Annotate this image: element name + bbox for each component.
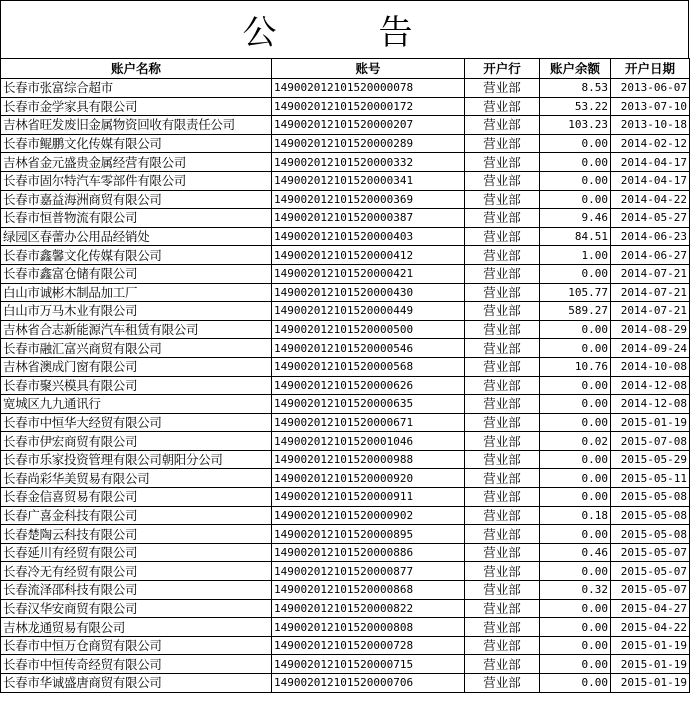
table-row	[1, 134, 690, 153]
cell-bank-branch: 营业部	[465, 655, 540, 674]
cell-balance: 9.46	[540, 209, 611, 228]
cell-open-date: 2015-04-27	[611, 599, 690, 618]
header-balance: 账户余额	[540, 59, 611, 79]
cell-open-date: 2014-06-23	[611, 227, 690, 246]
table-row	[1, 413, 690, 432]
table-row	[1, 376, 690, 395]
cell-account-name: 长春尚彩华美贸易有限公司	[1, 469, 272, 488]
cell-bank-branch: 营业部	[465, 153, 540, 172]
cell-open-date: 2014-04-17	[611, 171, 690, 190]
header-account-name: 账户名称	[1, 59, 272, 79]
cell-bank-branch: 营业部	[465, 134, 540, 153]
cell-account-number: 149002012101520000341	[272, 171, 465, 190]
cell-open-date: 2015-05-11	[611, 469, 690, 488]
cell-bank-branch: 营业部	[465, 599, 540, 618]
table-row	[1, 79, 690, 98]
cell-account-name: 长春金信喜贸易有限公司	[1, 488, 272, 507]
cell-account-number: 149002012101520000403	[272, 227, 465, 246]
cell-bank-branch: 营业部	[465, 283, 540, 302]
cell-account-name: 长春市华诚盛唐商贸有限公司	[1, 674, 272, 693]
cell-open-date: 2015-01-19	[611, 636, 690, 655]
cell-account-name: 长春市恒普物流有限公司	[1, 209, 272, 228]
cell-bank-branch: 营业部	[465, 395, 540, 414]
cell-balance: 0.00	[540, 488, 611, 507]
cell-account-number: 149002012101520000412	[272, 246, 465, 265]
cell-balance: 0.00	[540, 450, 611, 469]
cell-account-number: 149002012101520000369	[272, 190, 465, 209]
cell-balance: 0.00	[540, 525, 611, 544]
table-row	[1, 264, 690, 283]
cell-account-name: 长春市固尔特汽车零部件有限公司	[1, 171, 272, 190]
cell-balance: 105.77	[540, 283, 611, 302]
cell-account-number: 149002012101520000500	[272, 320, 465, 339]
cell-bank-branch: 营业部	[465, 246, 540, 265]
cell-open-date: 2013-07-10	[611, 97, 690, 116]
cell-bank-branch: 营业部	[465, 116, 540, 135]
cell-open-date: 2014-12-08	[611, 376, 690, 395]
cell-open-date: 2015-05-07	[611, 543, 690, 562]
cell-bank-branch: 营业部	[465, 376, 540, 395]
cell-balance: 0.00	[540, 153, 611, 172]
cell-bank-branch: 营业部	[465, 171, 540, 190]
cell-account-number: 149002012101520000289	[272, 134, 465, 153]
cell-bank-branch: 营业部	[465, 227, 540, 246]
table-row	[1, 432, 690, 451]
cell-account-number: 149002012101520000822	[272, 599, 465, 618]
cell-bank-branch: 营业部	[465, 79, 540, 98]
cell-balance: 0.00	[540, 413, 611, 432]
cell-open-date: 2014-04-17	[611, 153, 690, 172]
cell-account-name: 吉林省合志新能源汽车租赁有限公司	[1, 320, 272, 339]
cell-open-date: 2014-07-21	[611, 264, 690, 283]
table-body	[1, 79, 690, 693]
table-row	[1, 599, 690, 618]
cell-open-date: 2014-10-08	[611, 357, 690, 376]
cell-account-name: 长春市嘉益海洲商贸有限公司	[1, 190, 272, 209]
cell-open-date: 2014-12-08	[611, 395, 690, 414]
cell-account-name: 吉林省澳成门窗有限公司	[1, 357, 272, 376]
cell-open-date: 2014-09-24	[611, 339, 690, 358]
table-row	[1, 506, 690, 525]
cell-account-name: 长春市聚兴模具有限公司	[1, 376, 272, 395]
cell-open-date: 2015-04-22	[611, 618, 690, 637]
table-row	[1, 525, 690, 544]
cell-bank-branch: 营业部	[465, 97, 540, 116]
cell-account-number: 149002012101520000332	[272, 153, 465, 172]
cell-account-name: 长春市鲲鹏文化传媒有限公司	[1, 134, 272, 153]
cell-bank-branch: 营业部	[465, 190, 540, 209]
cell-bank-branch: 营业部	[465, 357, 540, 376]
cell-account-name: 吉林省金元盛贵金属经营有限公司	[1, 153, 272, 172]
table-row	[1, 227, 690, 246]
table-row	[1, 171, 690, 190]
cell-bank-branch: 营业部	[465, 413, 540, 432]
cell-bank-branch: 营业部	[465, 525, 540, 544]
cell-account-name: 长春流泽邵科技有限公司	[1, 581, 272, 600]
cell-account-name: 白山市诚彬木制品加工厂	[1, 283, 272, 302]
cell-account-number: 149002012101520000911	[272, 488, 465, 507]
cell-balance: 0.00	[540, 171, 611, 190]
cell-balance: 0.00	[540, 469, 611, 488]
table-row	[1, 97, 690, 116]
cell-account-name: 长春市融汇富兴商贸有限公司	[1, 339, 272, 358]
cell-account-number: 149002012101520000886	[272, 543, 465, 562]
cell-account-name: 长春市金学家具有限公司	[1, 97, 272, 116]
table-row	[1, 320, 690, 339]
cell-account-name: 吉林龙通贸易有限公司	[1, 618, 272, 637]
table-row	[1, 562, 690, 581]
cell-bank-branch: 营业部	[465, 209, 540, 228]
cell-account-number: 149002012101520000671	[272, 413, 465, 432]
table-row	[1, 618, 690, 637]
table-row	[1, 488, 690, 507]
cell-open-date: 2014-04-22	[611, 190, 690, 209]
cell-balance: 0.00	[540, 562, 611, 581]
cell-balance: 8.53	[540, 79, 611, 98]
cell-account-number: 149002012101520000715	[272, 655, 465, 674]
cell-account-number: 149002012101520000920	[272, 469, 465, 488]
cell-account-number: 149002012101520000449	[272, 302, 465, 321]
cell-balance: 0.00	[540, 134, 611, 153]
cell-account-name: 长春广喜金科技有限公司	[1, 506, 272, 525]
table-row	[1, 190, 690, 209]
cell-balance: 53.22	[540, 97, 611, 116]
table-row	[1, 543, 690, 562]
page-title: 公 告	[0, 0, 689, 58]
cell-bank-branch: 营业部	[465, 506, 540, 525]
cell-open-date: 2013-10-18	[611, 116, 690, 135]
cell-open-date: 2014-07-21	[611, 302, 690, 321]
cell-balance: 0.00	[540, 395, 611, 414]
cell-account-number: 149002012101520001046	[272, 432, 465, 451]
cell-open-date: 2015-05-07	[611, 562, 690, 581]
table-row	[1, 395, 690, 414]
cell-open-date: 2013-06-07	[611, 79, 690, 98]
cell-account-number: 149002012101520000172	[272, 97, 465, 116]
table-row	[1, 655, 690, 674]
cell-open-date: 2015-05-08	[611, 525, 690, 544]
cell-balance: 0.00	[540, 190, 611, 209]
cell-account-name: 长春市伊宏商贸有限公司	[1, 432, 272, 451]
cell-open-date: 2015-05-29	[611, 450, 690, 469]
cell-account-name: 长春市鑫馨文化传媒有限公司	[1, 246, 272, 265]
cell-account-number: 149002012101520000207	[272, 116, 465, 135]
table-row	[1, 116, 690, 135]
cell-balance: 0.00	[540, 599, 611, 618]
table-row	[1, 469, 690, 488]
cell-account-name: 长春市鑫富仓储有限公司	[1, 264, 272, 283]
table-row	[1, 246, 690, 265]
cell-open-date: 2014-07-21	[611, 283, 690, 302]
cell-balance: 84.51	[540, 227, 611, 246]
cell-account-name: 白山市万马木业有限公司	[1, 302, 272, 321]
cell-open-date: 2014-02-12	[611, 134, 690, 153]
cell-bank-branch: 营业部	[465, 320, 540, 339]
cell-account-name: 宽城区九九通讯行	[1, 395, 272, 414]
cell-account-name: 长春汉华安商贸有限公司	[1, 599, 272, 618]
cell-account-name: 长春冷无有经贸有限公司	[1, 562, 272, 581]
cell-bank-branch: 营业部	[465, 339, 540, 358]
cell-balance: 0.32	[540, 581, 611, 600]
table-row	[1, 581, 690, 600]
cell-balance: 0.00	[540, 674, 611, 693]
cell-account-number: 149002012101520000626	[272, 376, 465, 395]
cell-bank-branch: 营业部	[465, 469, 540, 488]
cell-account-number: 149002012101520000728	[272, 636, 465, 655]
cell-bank-branch: 营业部	[465, 432, 540, 451]
table-row	[1, 302, 690, 321]
cell-account-name: 长春市中恒万仓商贸有限公司	[1, 636, 272, 655]
cell-account-number: 149002012101520000895	[272, 525, 465, 544]
cell-open-date: 2015-05-07	[611, 581, 690, 600]
cell-account-number: 149002012101520000568	[272, 357, 465, 376]
table-header-row	[1, 59, 690, 79]
cell-bank-branch: 营业部	[465, 618, 540, 637]
cell-account-name: 长春市张富综合超市	[1, 79, 272, 98]
cell-account-number: 149002012101520000877	[272, 562, 465, 581]
cell-account-number: 149002012101520000421	[272, 264, 465, 283]
cell-bank-branch: 营业部	[465, 302, 540, 321]
table-row	[1, 339, 690, 358]
cell-account-name: 长春市中恒华大经贸有限公司	[1, 413, 272, 432]
cell-balance: 0.00	[540, 339, 611, 358]
cell-bank-branch: 营业部	[465, 674, 540, 693]
cell-balance: 0.46	[540, 543, 611, 562]
cell-balance: 0.00	[540, 618, 611, 637]
cell-open-date: 2015-01-19	[611, 655, 690, 674]
cell-balance: 1.00	[540, 246, 611, 265]
cell-account-name: 长春楚陶云科技有限公司	[1, 525, 272, 544]
cell-balance: 103.23	[540, 116, 611, 135]
table-row	[1, 450, 690, 469]
cell-balance: 0.00	[540, 655, 611, 674]
cell-open-date: 2015-01-19	[611, 413, 690, 432]
cell-account-number: 149002012101520000808	[272, 618, 465, 637]
cell-account-number: 149002012101520000635	[272, 395, 465, 414]
table-row	[1, 153, 690, 172]
cell-account-name: 绿园区春蕾办公用品经销处	[1, 227, 272, 246]
cell-balance: 0.18	[540, 506, 611, 525]
cell-account-number: 149002012101520000546	[272, 339, 465, 358]
cell-account-number: 149002012101520000988	[272, 450, 465, 469]
cell-open-date: 2015-05-08	[611, 506, 690, 525]
cell-account-name: 长春市中恒传奇经贸有限公司	[1, 655, 272, 674]
cell-open-date: 2015-07-08	[611, 432, 690, 451]
cell-bank-branch: 营业部	[465, 488, 540, 507]
cell-account-name: 长春延川有经贸有限公司	[1, 543, 272, 562]
cell-account-number: 149002012101520000387	[272, 209, 465, 228]
cell-open-date: 2014-06-27	[611, 246, 690, 265]
table-row	[1, 636, 690, 655]
table-row	[1, 283, 690, 302]
cell-balance: 0.00	[540, 636, 611, 655]
cell-balance: 0.02	[540, 432, 611, 451]
cell-bank-branch: 营业部	[465, 264, 540, 283]
cell-bank-branch: 营业部	[465, 543, 540, 562]
cell-account-number: 149002012101520000430	[272, 283, 465, 302]
cell-bank-branch: 营业部	[465, 450, 540, 469]
cell-balance: 0.00	[540, 376, 611, 395]
accounts-table	[0, 58, 690, 693]
cell-account-number: 149002012101520000078	[272, 79, 465, 98]
cell-balance: 10.76	[540, 357, 611, 376]
cell-bank-branch: 营业部	[465, 562, 540, 581]
cell-open-date: 2015-01-19	[611, 674, 690, 693]
header-bank-branch: 开户行	[465, 59, 540, 79]
cell-balance: 0.00	[540, 264, 611, 283]
cell-account-number: 149002012101520000868	[272, 581, 465, 600]
cell-bank-branch: 营业部	[465, 636, 540, 655]
cell-open-date: 2015-05-08	[611, 488, 690, 507]
table-row	[1, 357, 690, 376]
table-row	[1, 209, 690, 228]
cell-open-date: 2014-05-27	[611, 209, 690, 228]
cell-balance: 0.00	[540, 320, 611, 339]
header-open-date: 开户日期	[611, 59, 690, 79]
cell-balance: 589.27	[540, 302, 611, 321]
cell-account-name: 长春市乐家投资管理有限公司朝阳分公司	[1, 450, 272, 469]
cell-account-number: 149002012101520000902	[272, 506, 465, 525]
table-row	[1, 674, 690, 693]
cell-account-name: 吉林省旺发废旧金属物资回收有限责任公司	[1, 116, 272, 135]
cell-account-number: 149002012101520000706	[272, 674, 465, 693]
cell-open-date: 2014-08-29	[611, 320, 690, 339]
header-account-number: 账号	[272, 59, 465, 79]
cell-bank-branch: 营业部	[465, 581, 540, 600]
